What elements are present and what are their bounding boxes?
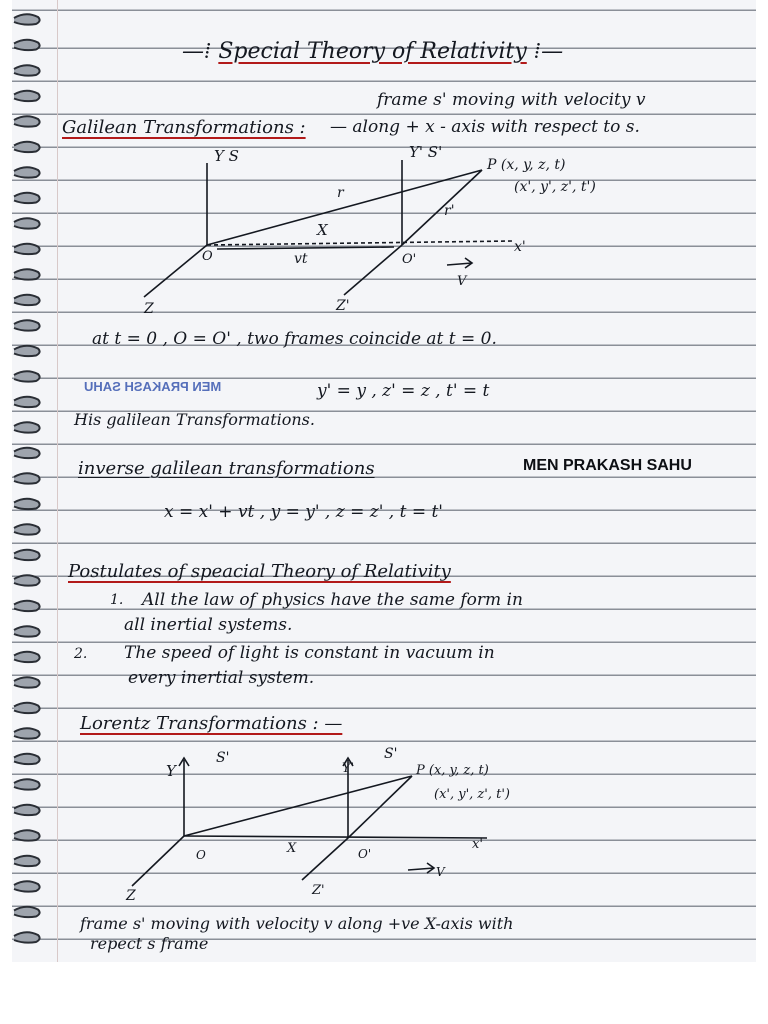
sprime-z-axis bbox=[344, 245, 402, 295]
spiral-ring bbox=[14, 830, 40, 840]
spiral-ring bbox=[14, 728, 40, 738]
spiral-ring bbox=[14, 499, 40, 509]
spiral-ring bbox=[14, 524, 40, 534]
spiral-ring bbox=[14, 346, 40, 356]
spiral-ring bbox=[14, 244, 40, 254]
lorentz-label-y-prime: Y' bbox=[342, 761, 355, 776]
galilean-diagram bbox=[122, 145, 642, 320]
mirrored-stamp-text: MEN PRAKASH SAHU bbox=[84, 379, 222, 394]
galilean-label-o-prime: O' bbox=[402, 252, 417, 267]
spiral-ring bbox=[14, 40, 40, 50]
spiral-ring bbox=[14, 932, 40, 942]
coincide-line: at t = 0 , O = O' , two frames coincide at t = 0. bbox=[92, 329, 497, 349]
lorentz-label-z: Z bbox=[126, 888, 136, 904]
lorentz-label-s-prime: S' bbox=[384, 746, 398, 762]
spiral-ring bbox=[14, 167, 40, 177]
vt-arrow bbox=[217, 247, 394, 249]
lorentz-velocity-arrow bbox=[408, 868, 434, 870]
lorentz-s-z-axis bbox=[132, 836, 184, 886]
galilean-label-r: r bbox=[337, 185, 344, 201]
spiral-ring bbox=[14, 14, 40, 24]
galilean-note-line2: — along + x - axis with respect to s. bbox=[330, 117, 640, 137]
spiral-ring bbox=[14, 805, 40, 815]
lorentz-r-vector bbox=[184, 776, 412, 836]
spiral-ring bbox=[14, 856, 40, 866]
lorentz-label-z-prime: Z' bbox=[312, 883, 325, 898]
spiral-ring bbox=[14, 907, 40, 917]
spiral-ring bbox=[14, 65, 40, 75]
lorentz-label-v: V bbox=[436, 865, 445, 879]
page-title: Special Theory of Relativity bbox=[218, 39, 527, 64]
spiral-ring bbox=[14, 371, 40, 381]
lorentz-x-axis bbox=[184, 836, 487, 838]
spiral-ring bbox=[14, 601, 40, 611]
lorentz-heading: Lorentz Transformations : — bbox=[80, 713, 343, 734]
spiral-ring bbox=[14, 422, 40, 432]
galilean-label-p-prime: (x', y', z', t') bbox=[514, 179, 596, 195]
inverse-equations: x = x' + vt , y = y' , z = z' , t = t' bbox=[164, 502, 443, 522]
galilean-label-o: O bbox=[202, 249, 213, 264]
lorentz-label-x-prime: x' bbox=[472, 837, 483, 852]
spiral-ring bbox=[14, 269, 40, 279]
galilean-label-x: X bbox=[317, 221, 328, 239]
postulate-1-number: 1. bbox=[110, 592, 124, 608]
postulate-2-line2: every inertial system. bbox=[128, 668, 315, 688]
postulates-heading: Postulates of speacial Theory of Relativity bbox=[68, 561, 451, 582]
spiral-ring bbox=[14, 779, 40, 789]
lorentz-label-o-prime: O' bbox=[358, 847, 372, 861]
lorentz-footer-line1: frame s' moving with velocity v along +ve X-axis with bbox=[80, 914, 514, 933]
spiral-ring bbox=[14, 116, 40, 126]
galilean-equations: y' = y , z' = z , t' = t bbox=[317, 381, 490, 401]
galilean-label-r-prime: r' bbox=[444, 203, 455, 219]
s-z-axis bbox=[144, 245, 207, 297]
spiral-ring bbox=[14, 320, 40, 330]
spiral-ring bbox=[14, 881, 40, 891]
spiral-ring bbox=[14, 295, 40, 305]
postulate-2-number: 2. bbox=[74, 646, 88, 662]
galilean-label-p: P (x, y, z, t) bbox=[487, 157, 566, 173]
spiral-binding bbox=[12, 0, 52, 962]
this-galilean-line: His galilean Transformations. bbox=[74, 410, 315, 429]
x-axis bbox=[207, 241, 512, 245]
lorentz-label-s: S' bbox=[216, 750, 230, 766]
spiral-ring bbox=[14, 142, 40, 152]
spiral-ring bbox=[14, 703, 40, 713]
r-vector bbox=[207, 170, 482, 245]
spiral-ring bbox=[14, 473, 40, 483]
lorentz-label-y: Y bbox=[166, 762, 176, 780]
title-marks-right: ⁞— bbox=[533, 39, 564, 64]
galilean-heading: Galilean Transformations : bbox=[62, 117, 306, 138]
notebook-page bbox=[12, 0, 756, 962]
lorentz-footer-line2: repect s frame bbox=[90, 934, 209, 953]
spiral-ring bbox=[14, 397, 40, 407]
postulate-2-line1: The speed of light is constant in vacuum in bbox=[124, 643, 495, 663]
margin-line bbox=[57, 0, 58, 962]
lorentz-label-x: X bbox=[287, 841, 297, 856]
galilean-label-y-s: Y S bbox=[214, 147, 239, 165]
galilean-label-vt: vt bbox=[294, 251, 308, 267]
galilean-label-x-prime: x' bbox=[514, 239, 526, 255]
galilean-label-z-prime: Z' bbox=[336, 298, 350, 314]
galilean-note-line1: frame s' moving with velocity v bbox=[377, 90, 646, 110]
spiral-ring bbox=[14, 193, 40, 203]
galilean-label-v: V bbox=[457, 274, 467, 289]
lorentz-label-p: P (x, y, z, t) bbox=[416, 763, 489, 778]
spiral-ring bbox=[14, 550, 40, 560]
spiral-ring bbox=[14, 754, 40, 764]
postulate-1-line1: All the law of physics have the same form in bbox=[142, 590, 523, 610]
spiral-ring bbox=[14, 218, 40, 228]
lorentz-label-p-prime: (x', y', z', t') bbox=[434, 787, 510, 802]
lorentz-diagram bbox=[112, 748, 632, 903]
spiral-ring bbox=[14, 626, 40, 636]
spiral-ring bbox=[14, 91, 40, 101]
spiral-ring bbox=[14, 575, 40, 585]
author-stamp: MEN PRAKASH SAHU bbox=[523, 457, 692, 474]
title-marks-left: —⁞ bbox=[182, 39, 212, 64]
lorentz-label-o: O bbox=[196, 848, 206, 862]
spiral-ring bbox=[14, 677, 40, 687]
spiral-ring bbox=[14, 448, 40, 458]
lorentz-sprime-z-axis bbox=[302, 838, 348, 880]
galilean-label-y-s-prime: Y' S' bbox=[409, 143, 443, 161]
galilean-label-z: Z bbox=[144, 301, 154, 317]
page-title-row bbox=[182, 38, 563, 64]
inverse-heading: inverse galilean transformations bbox=[78, 458, 375, 479]
postulate-1-line2: all inertial systems. bbox=[124, 615, 293, 635]
spiral-ring bbox=[14, 652, 40, 662]
lorentz-r-prime-vector bbox=[348, 776, 412, 838]
